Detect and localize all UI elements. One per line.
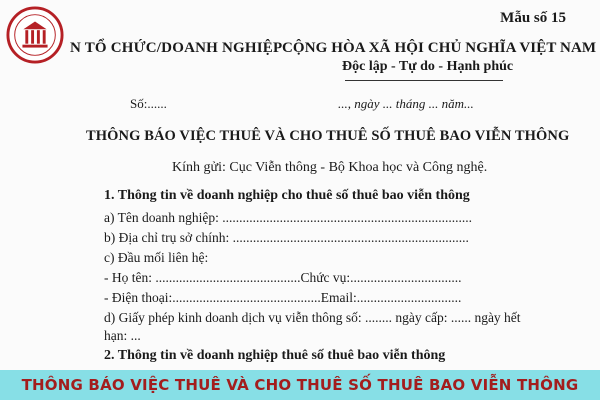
form-number: Mẫu số 15 (500, 10, 566, 26)
document-date: ..., ngày ... tháng ... năm... (338, 96, 474, 111)
field-contact-name-position: - Họ tên: ...........................................Chức vụ:................................. (104, 270, 462, 285)
bottom-banner (0, 370, 600, 400)
motto-underline (345, 80, 503, 81)
field-license-info: d) Giấy phép kinh doanh dịch vụ viễn thông số: ........ ngày cấp: ...... ngày hết (104, 310, 521, 325)
field-head-office-address: b) Địa chỉ trụ sở chính: ...................................................................... (104, 230, 469, 245)
field-contact-point: c) Đầu mối liên hệ: (104, 250, 209, 265)
document-title: THÔNG BÁO VIỆC THUÊ VÀ CHO THUÊ SỐ THUÊ BAO VIỄN THÔNG (86, 128, 570, 144)
organization-title: N TỔ CHỨC/DOANH NGHIỆP (70, 40, 283, 56)
law-library-seal-icon (6, 6, 64, 64)
section-1-title: 1. Thông tin về doanh nghiệp cho thuê số thuê bao viễn thông (104, 188, 470, 203)
field-phone-email: - Điện thoại:............................................Email:............................... (104, 290, 462, 305)
banner-title: THÔNG BÁO VIỆC THUÊ VÀ CHO THUÊ SỐ THUÊ BAO VIỄN THÔNG (21, 376, 579, 394)
national-motto: Độc lập - Tự do - Hạnh phúc (342, 59, 514, 74)
nation-title: CỘNG HÒA XÃ HỘI CHỦ NGHĨA VIỆT NAM (282, 40, 597, 56)
field-license-expiry: hạn: ... (104, 328, 141, 343)
recipient-line: Kính gửi: Cục Viễn thông - Bộ Khoa học và Công nghệ. (172, 160, 488, 175)
field-company-name: a) Tên doanh nghiệp: .......................................................................... (104, 210, 472, 225)
document-number: Số:...... (130, 96, 167, 111)
section-2-title: 2. Thông tin về doanh nghiệp thuê số thuê bao viễn thông (104, 348, 446, 363)
